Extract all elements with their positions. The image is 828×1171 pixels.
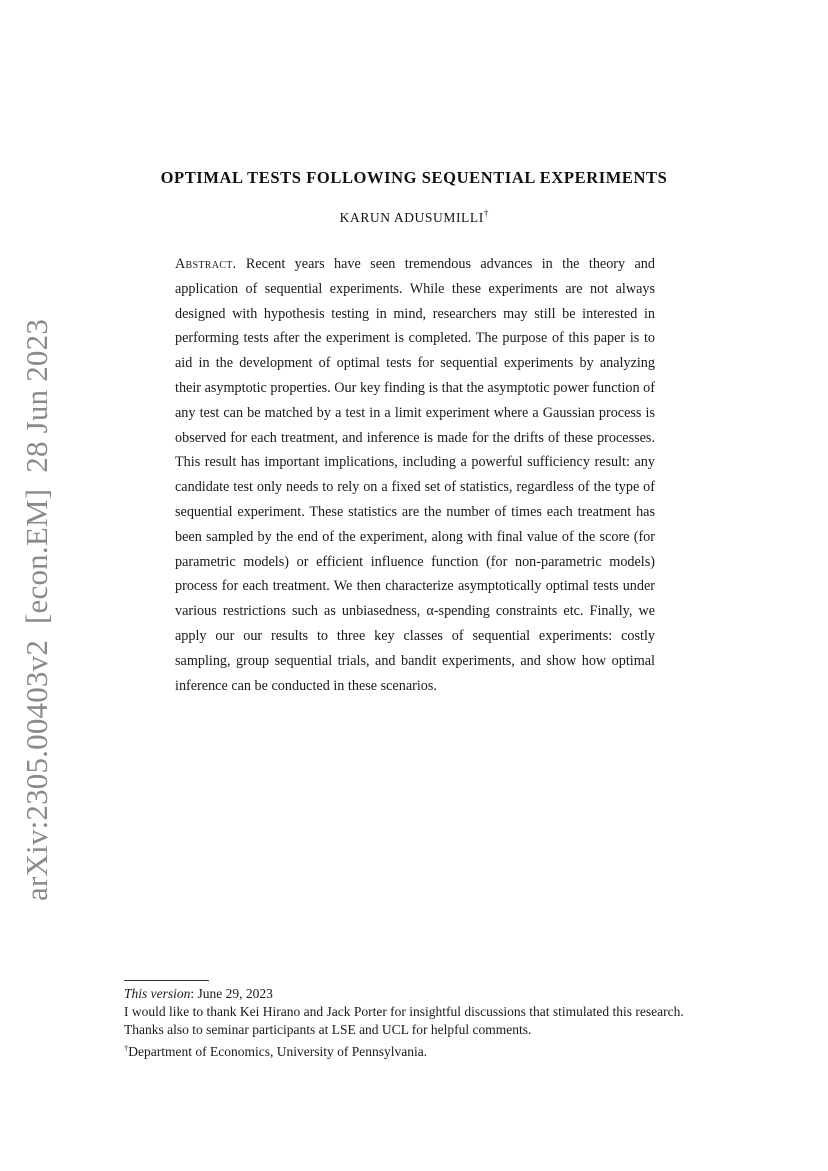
author-footnote-mark: † xyxy=(483,208,489,218)
abstract xyxy=(175,252,655,698)
version-footnote xyxy=(124,985,709,1003)
abstract-text: Recent years have seen tremendous advances in the theory and application of sequential experiments. While these experiments are not always designed with hypothesis testing in mind, researchers may still be interested in performing tests after the experiment is completed. The purpose of this paper is to aid in the development of optimal tests for sequential experiments by analyzing their asymptotic properties. Our key finding is that the asymptotic power function of any test can be matched by a test in a limit experiment where a Gaussian process is observed for each treatment, and inference is made for the drifts of these processes. This result has important implications, including a powerful sufficiency result: any candidate test only needs to rely on a fixed set of statistics, regardless of the type of sequential experiment. These statistics are the number of times each treatment has been sampled by the end of the experiment, along with final value of the score (for parametric models) or efficient influence function (for non-parametric models) process for each treatment. We then characterize asymptotically optimal tests under various restrictions such as unbiasedness, α-spending constraints etc. Finally, we apply our our results to three key classes of sequential experiments: costly sampling, group sequential trials, and bandit experiments, and show how optimal inference can be conducted in these scenarios. xyxy=(175,256,655,694)
footnote-divider xyxy=(124,980,209,981)
arxiv-date: 28 Jun 2023 xyxy=(19,318,54,473)
arxiv-identifier-stamp xyxy=(19,319,55,901)
paper-title: OPTIMAL TESTS FOLLOWING SEQUENTIAL EXPERIMENTS xyxy=(160,168,668,187)
footnotes xyxy=(124,985,709,1061)
author-line xyxy=(0,208,828,226)
abstract-heading: Abstract. xyxy=(175,256,237,272)
version-label: This version xyxy=(124,986,191,1001)
arxiv-category: [econ.EM] xyxy=(19,488,54,624)
arxiv-id: arXiv:2305.00403v2 xyxy=(19,639,54,902)
affiliation-mark: † xyxy=(124,1043,129,1053)
thanks-footnote: I would like to thank Kei Hirano and Jack Porter for insightful discussions that stimulated this research. Thanks also to seminar participants at LSE and UCL for helpful comments. xyxy=(124,1004,684,1037)
author-name: KARUN ADUSUMILLI xyxy=(339,210,484,225)
affiliation-text: Department of Economics, University of Pennsylvania. xyxy=(128,1044,428,1059)
affiliation-footnote xyxy=(124,1039,709,1061)
version-date: : June 29, 2023 xyxy=(190,986,273,1001)
